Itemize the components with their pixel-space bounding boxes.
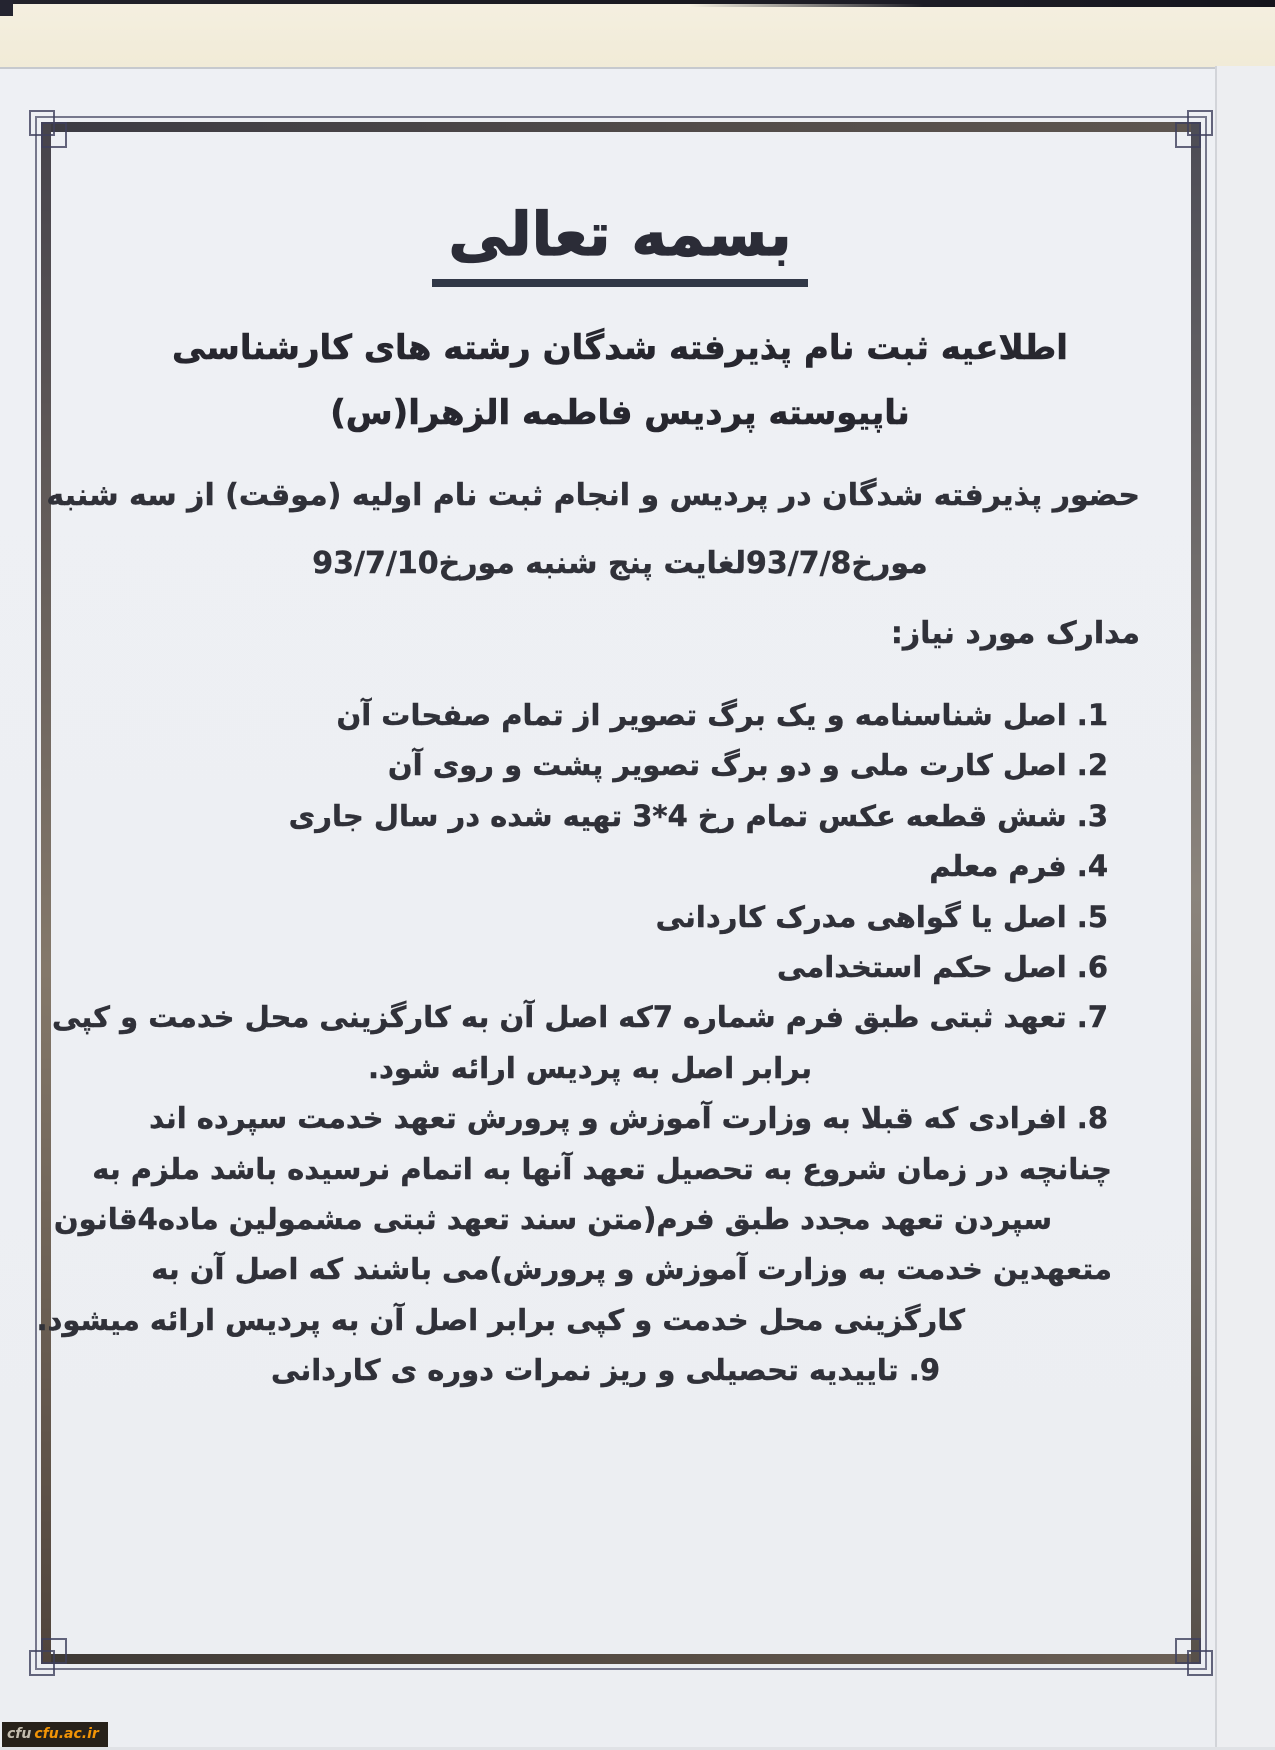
list-item-8-cont: کارگزینی محل خدمت و کپی برابر اصل آن به پردیس ارائه میشود. — [36, 1302, 965, 1337]
list-item-8-cont: سپردن تعهد مجدد طبق فرم(متن سند تعهد ثبتی مشمولین ماده4قانون — [53, 1201, 1052, 1236]
corner-ornament-top-right — [1175, 122, 1201, 148]
list-item-9: 9. تاییدیه تحصیلی و ریز نمرات دوره ی کاردانی — [271, 1353, 940, 1388]
watermark-url: cfu.ac.ir — [34, 1726, 99, 1742]
list-item-3: 3. شش قطعه عکس تمام رخ 4*3 تهیه شده در سال جاری — [288, 798, 1108, 833]
paper-edge-shadow — [1215, 66, 1217, 1750]
list-item-6: 6. اصل حکم استخدامی — [776, 949, 1108, 984]
corner-ornament-bottom-right — [1175, 1638, 1201, 1664]
list-item-7: 7. تعهد ثبتی طبق فرم شماره 7که اصل آن به کارگزینی محل خدمت و کپی — [51, 1000, 1108, 1035]
list-item-2: 2. اصل کارت ملی و دو برگ تصویر پشت و روی آن — [387, 748, 1108, 783]
intro-line1: حضور پذیرفته شدگان در پردیس و انجام ثبت نام اولیه (موقت) از سه شنبه — [46, 478, 1140, 513]
site-watermark — [2, 1722, 108, 1747]
scan-top-edge-right — [689, 0, 1275, 7]
corner-ornament-top-left — [41, 122, 67, 148]
corner-ornament-bottom-left — [41, 1638, 67, 1664]
intro-line2: مورخ93/7/8لغایت پنج شنبه مورخ93/7/10 — [312, 546, 928, 581]
scan-corner-artifact — [0, 0, 13, 16]
requirements-list — [36, 690, 1140, 1395]
cfu-logo: cfu — [7, 1726, 32, 1742]
frame-band-top — [41, 122, 1201, 132]
frame-band-bottom — [41, 1654, 1201, 1664]
notice-heading-line2: ناپیوسته پردیس فاطمه الزهرا(س) — [330, 393, 910, 433]
list-item-1: 1. اصل شناسنامه و یک برگ تصویر از تمام صفحات آن — [336, 698, 1108, 732]
basmala-title: بسمه تعالی — [432, 198, 807, 287]
list-item-5: 5. اصل یا گواهی مدرک کاردانی — [655, 899, 1108, 934]
requirements-label: مدارک مورد نیاز: — [890, 616, 1140, 651]
list-item-8: 8. افرادی که قبلا به وزارت آموزش و پرورش تعهد خدمت سپرده اند — [149, 1101, 1108, 1136]
scanner-background-band — [0, 3, 1275, 69]
list-item-8-cont: چنانچه در زمان شروع به تحصیل تعهد آنها به اتمام نرسیده باشد ملزم به — [92, 1151, 1112, 1186]
list-item-8-cont: متعهدین خدمت به وزارت آموزش و پرورش)می باشند که اصل آن به — [151, 1252, 1112, 1287]
notice-heading-line1: اطلاعیه ثبت نام پذیرفته شدگان رشته های کارشناسی — [172, 328, 1068, 368]
list-item-4: 4. فرم معلم — [929, 849, 1108, 884]
list-item-7-cont: برابر اصل به پردیس ارائه شود. — [368, 1050, 812, 1085]
paper-margin-right — [1217, 66, 1275, 1750]
